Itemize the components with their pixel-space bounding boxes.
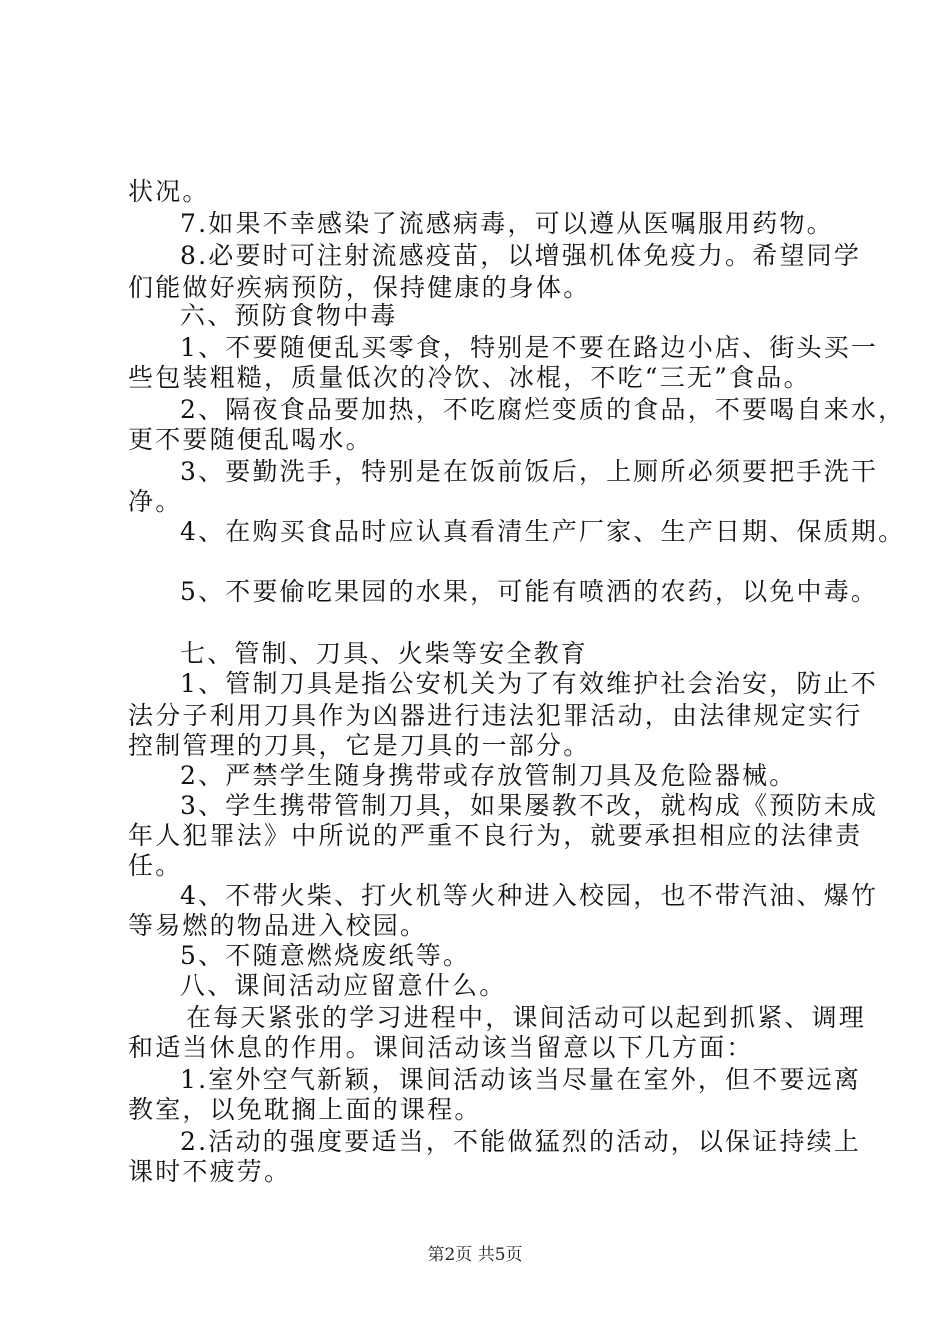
text-line: 和适当休息的作用。课间活动该当留意以下几方面： <box>128 1033 754 1062</box>
text-line: 些包装粗糙，质量低次的冷饮、冰棍，不吃“三无”食品。 <box>128 363 811 392</box>
section-heading: 六、预防食物中毒 <box>180 301 398 330</box>
text-line: 3、要勤洗手，特别是在饭前饭后，上厕所必须要把手洗干 <box>180 457 879 486</box>
text-line: 7.如果不幸感染了流感病毒，可以遵从医嘱服用药物。 <box>180 209 834 238</box>
text-line: 3、学生携带管制刀具，如果屡教不改，就构成《预防未成 <box>180 791 879 820</box>
text-line: 年人犯罪法》中所说的严重不良行为，就要承担相应的法律责 <box>128 821 863 850</box>
text-line: 任。 <box>128 851 183 880</box>
text-line: 2、严禁学生随身携带或存放管制刀具及危险器械。 <box>180 761 797 790</box>
text-line: 1、管制刀具是指公安机关为了有效维护社会治安，防止不 <box>180 669 879 698</box>
text-line: 状况。 <box>128 177 210 206</box>
text-line: 控制管理的刀具，它是刀具的一部分。 <box>128 731 591 760</box>
text-line: 5、不随意燃烧废纸等。 <box>180 941 471 970</box>
text-line: 5、不要偷吃果园的水果，可能有喷洒的农药，以免中毒。 <box>180 577 879 606</box>
text-line: 教室，以免耽搁上面的课程。 <box>128 1095 482 1124</box>
text-line: 8.必要时可注射流感疫苗，以增强机体免疫力。希望同学 <box>180 241 862 270</box>
text-line: 4、不带火柴、打火机等火种进入校园，也不带汽油、爆竹 <box>180 881 879 910</box>
text-line: 法分子利用刀具作为凶器进行违法犯罪活动，由法律规定实行 <box>128 701 863 730</box>
text-line: 等易燃的物品进入校园。 <box>128 911 428 940</box>
text-line: 2、隔夜食品要加热，不吃腐烂变质的食品，不要喝自来水， <box>180 395 906 424</box>
text-line: 净。 <box>128 487 183 516</box>
text-line: 课时不疲劳。 <box>128 1157 292 1186</box>
text-line: 1、不要随便乱买零食，特别是不要在路边小店、街头买一 <box>180 333 879 362</box>
section-heading: 七、管制、刀具、火柴等安全教育 <box>180 639 589 668</box>
section-heading: 八、课间活动应留意什么。 <box>180 971 507 1000</box>
text-line: 4、在购买食品时应认真看清生产厂家、生产日期、保质期。 <box>180 517 906 546</box>
page-footer: 第2页 共5页 <box>427 1245 523 1265</box>
text-line: 们能做好疾病预防，保持健康的身体。 <box>128 273 591 302</box>
text-line: 1.室外空气新颖，课间活动该当尽量在室外，但不要远离 <box>180 1065 862 1094</box>
text-line: 2.活动的强度要适当，不能做猛烈的活动，以保证持续上 <box>180 1127 862 1156</box>
text-line: 更不要随便乱喝水。 <box>128 425 373 454</box>
text-line: 在每天紧张的学习进程中，课间活动可以起到抓紧、调理 <box>186 1003 867 1032</box>
